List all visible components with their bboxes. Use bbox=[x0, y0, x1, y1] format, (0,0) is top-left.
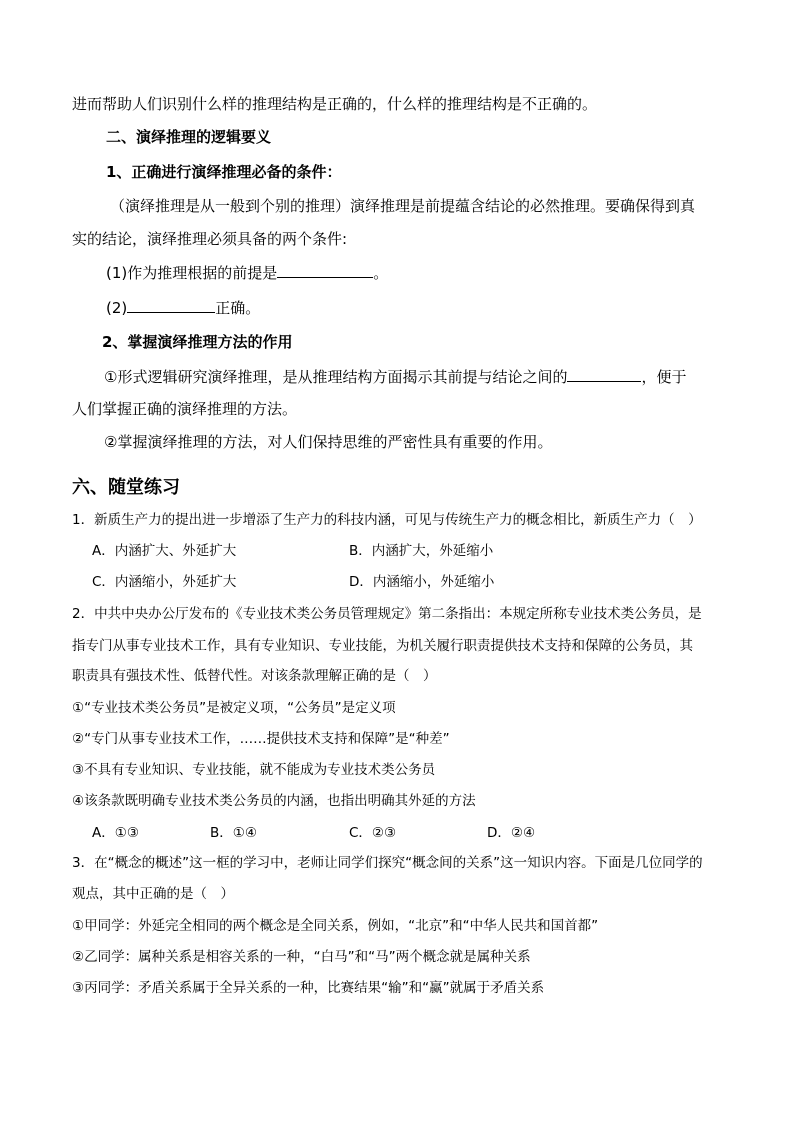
condition-1-end: 。 bbox=[373, 264, 389, 282]
q2-item-1: ①“专业技术类公务员”是被定义项，“公务员”是定义项 bbox=[72, 700, 396, 716]
question-3-stem-line1: 3．在“概念的概述”这一框的学习中，老师让同学们探究“概念间的关系”这一知识内容。下面是几位同学的 bbox=[72, 855, 703, 871]
q2-item-4: ④该条款既明确专业技术类公务员的内涵，也指出明确其外延的方法 bbox=[72, 793, 476, 809]
q1-option-a[interactable]: A．内涵扩大、外延扩大 bbox=[92, 543, 237, 559]
q1-option-c[interactable]: C．内涵缩小，外延扩大 bbox=[92, 574, 237, 590]
condition-2-end: 正确。 bbox=[215, 299, 261, 317]
condition-1-text: (1)作为推理根据的前提是 bbox=[106, 264, 278, 282]
subheading-method-role: 2、掌握演绎推理方法的作用 bbox=[102, 333, 293, 351]
paragraph-conditions-line1: （演绎推理是从一般到个别的推理）演绎推理是前提蕴含结论的必然推理。要确保得到真 bbox=[110, 197, 696, 215]
heading-deductive-logic: 二、演绎推理的逻辑要义 bbox=[106, 128, 272, 146]
condition-2-text: (2) bbox=[106, 299, 128, 317]
paragraph-role-line1 bbox=[104, 366, 686, 387]
question-2-stem-line2: 指专门从事专业技术工作，具有专业知识、专业技能，为机关履行职责提供技术支持和保障的公务员，其 bbox=[72, 638, 693, 654]
subheading-conditions: 1、正确进行演绎推理必备的条件： bbox=[106, 163, 342, 181]
question-2-stem-line3: 职责具有强技术性、低替代性。对该条款理解正确的是（ ） bbox=[72, 668, 437, 684]
q1-option-b[interactable]: B．内涵扩大，外延缩小 bbox=[349, 543, 494, 559]
question-2-stem-line1: 2．中共中央办公厅发布的《专业技术类公务员管理规定》第二条指出：本规定所称专业技术类公务员，是 bbox=[72, 606, 702, 622]
q2-option-d[interactable]: D．②④ bbox=[487, 825, 536, 841]
condition-2 bbox=[106, 297, 260, 318]
paragraph-intro-tail: 进而帮助人们识别什么样的推理结构是正确的，什么样的推理结构是不正确的。 bbox=[72, 95, 598, 113]
q2-option-b[interactable]: B．①④ bbox=[210, 825, 257, 841]
q2-option-a[interactable]: A．①③ bbox=[92, 825, 139, 841]
role-line1-end: ，便于 bbox=[641, 368, 687, 386]
q1-option-d[interactable]: D．内涵缩小，外延缩小 bbox=[349, 574, 495, 590]
paragraph-role-line2: 人们掌握正确的演绎推理的方法。 bbox=[72, 400, 298, 418]
question-3-stem-line2: 观点，其中正确的是（ ） bbox=[72, 886, 234, 902]
fill-blank-2[interactable] bbox=[127, 297, 215, 313]
section-title-practice: 六、随堂练习 bbox=[72, 477, 180, 498]
fill-blank-1[interactable] bbox=[277, 262, 373, 278]
paragraph-conditions-line2: 实的结论，演绎推理必须具备的两个条件: bbox=[72, 230, 348, 248]
q2-option-c[interactable]: C．②③ bbox=[349, 825, 397, 841]
question-1-stem: 1．新质生产力的提出进一步增添了生产力的科技内涵，可见与传统生产力的概念相比，新质生产力（ ） bbox=[72, 512, 702, 528]
q3-item-1: ①甲同学：外延完全相同的两个概念是全同关系，例如，“北京”和“中华人民共和国首都” bbox=[72, 918, 599, 934]
q2-item-3: ③不具有专业知识、专业技能，就不能成为专业技术类公务员 bbox=[72, 762, 436, 778]
q2-item-2: ②“专门从事专业技术工作，……提供技术支持和保障”是“种差” bbox=[72, 731, 450, 747]
condition-1 bbox=[106, 262, 388, 283]
fill-blank-3[interactable] bbox=[567, 366, 641, 382]
q3-item-3: ③丙同学：矛盾关系属于全异关系的一种，比赛结果“输”和“赢”就属于矛盾关系 bbox=[72, 980, 545, 996]
paragraph-role-2: ②掌握演绎推理的方法，对人们保持思维的严密性具有重要的作用。 bbox=[104, 433, 553, 451]
q3-item-2: ②乙同学：属种关系是相容关系的一种，“白马”和“马”两个概念就是属种关系 bbox=[72, 949, 531, 965]
role-line1-text: ①形式逻辑研究演绎推理，是从推理结构方面揭示其前提与结论之间的 bbox=[104, 368, 568, 386]
